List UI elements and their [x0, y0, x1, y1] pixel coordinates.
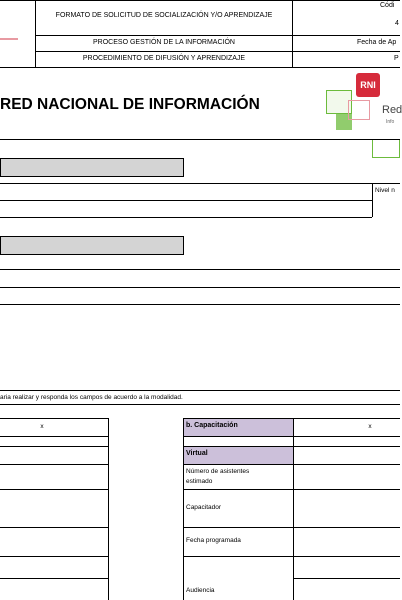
logo-red-square-outline: [348, 100, 370, 120]
page-label: P: [394, 55, 399, 62]
code-label: Códi: [380, 2, 395, 9]
left-table-line-4: [0, 489, 108, 490]
section1-line-1: [0, 183, 400, 184]
form-title: FORMATO DE SOLICITUD DE SOCIALIZACIÓN Y/O APRENDIZAJE: [55, 12, 273, 19]
training-line-2: [183, 446, 400, 447]
section2-header-bar: [0, 236, 184, 255]
header-logo-fragment: [0, 38, 18, 40]
left-table-line-5: [0, 527, 108, 528]
trainer-label: Capacitador: [186, 504, 222, 511]
training-title: b. Capacitación: [186, 422, 238, 429]
left-table-line-7: [0, 578, 108, 579]
section1-top-border: [0, 139, 400, 140]
logo-subtext: Info: [386, 119, 395, 125]
training-line-1: [183, 436, 400, 437]
training-line-3: [183, 464, 400, 465]
section1-line-3: [0, 217, 372, 218]
left-table-mark: x: [40, 423, 44, 430]
left-table-line-2: [0, 446, 108, 447]
header-top-border: [0, 0, 400, 1]
attendees-label: Número de asistentes estimado: [186, 468, 250, 485]
section1-col-divider: [372, 183, 373, 217]
header-row-divider-1: [35, 35, 400, 36]
header-bottom-border: [0, 67, 400, 68]
training-line-5: [183, 527, 400, 528]
left-table-line-1: [0, 436, 108, 437]
scheduled-date-label: Fecha programada: [186, 537, 241, 544]
left-table-right-border: [108, 418, 109, 600]
left-table-line-6: [0, 556, 108, 557]
training-top-border: [183, 418, 400, 419]
rni-logo: [326, 70, 400, 136]
training-line-6: [183, 556, 400, 557]
header-col-divider-right: [292, 0, 293, 67]
training-line-7: [293, 578, 400, 579]
section2-line-3: [0, 304, 400, 305]
section1-line-2: [0, 200, 372, 201]
instruction-top-border: [0, 390, 400, 391]
audience-label: Audiencia: [186, 587, 215, 594]
procedure-name: PROCEDIMIENTO DE DIFUSIÓN Y APRENDIZAJE: [82, 55, 246, 62]
left-table-top-border: [0, 418, 108, 419]
approval-date-label: Fecha de Ap: [357, 39, 397, 46]
training-mark: x: [368, 423, 372, 430]
instruction-bottom-border: [0, 404, 400, 405]
section2-line-2: [0, 287, 400, 288]
logo-text: Red: [382, 104, 402, 116]
green-marker: [372, 140, 400, 158]
logo-badge: RNI: [356, 73, 380, 97]
section2-line-1: [0, 269, 400, 270]
left-table-line-3: [0, 464, 108, 465]
instruction-text: aria realizar y responda los campos de acuerdo a la modalidad.: [0, 394, 183, 401]
level-label: Nivel n: [375, 187, 395, 194]
section1-header-bar: [0, 158, 184, 177]
code-value: 4: [395, 20, 399, 27]
training-left-border: [183, 418, 184, 600]
banner-title: RED NACIONAL DE INFORMACIÓN: [0, 96, 260, 113]
training-col-divider: [293, 418, 294, 600]
training-line-4: [183, 489, 400, 490]
training-mode: Virtual: [186, 450, 208, 457]
process-name: PROCESO GESTIÓN DE LA INFORMACIÓN: [93, 39, 235, 46]
header-row-divider-2: [35, 51, 400, 52]
